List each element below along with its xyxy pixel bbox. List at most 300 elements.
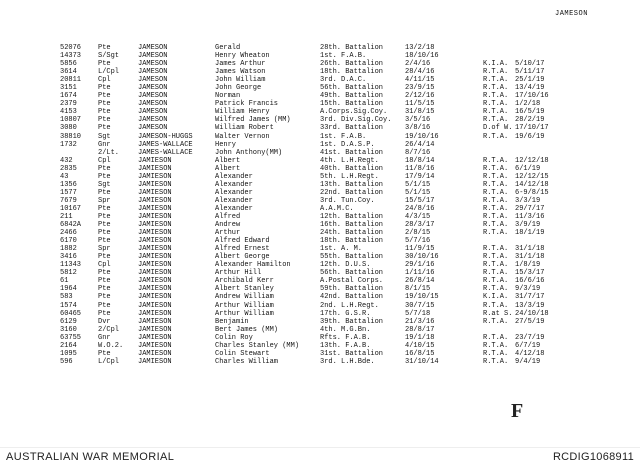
unit: 4th. M.G.Bn. (320, 325, 371, 334)
enlistment-date: 8/7/16 (405, 148, 431, 157)
service-number: 6129 (60, 317, 77, 326)
nominal-roll-table (0, 44, 640, 366)
unit: A.Postal Corps. (320, 277, 384, 286)
unit: 31st. Battalion (320, 349, 384, 358)
enlistment-date: 5/7/16 (405, 237, 431, 246)
surname: JAMIESON (138, 204, 172, 213)
fate-date: 4/12/18 (515, 349, 545, 358)
unit: 42nd. Battalion (320, 293, 384, 302)
fate: R.T.A. (483, 68, 509, 77)
surname: JAMESON (138, 100, 168, 109)
surname: JAMIESON (138, 309, 172, 318)
fate-date: 6/1/19 (515, 164, 541, 173)
service-number: 10167 (60, 204, 82, 213)
surname: JAMIESON (138, 245, 172, 254)
rank: Sgt (98, 132, 111, 141)
fate-date: 29/7/17 (515, 204, 545, 213)
fate-date: 13/4/19 (515, 84, 545, 93)
enlistment-date: 3/5/16 (405, 116, 431, 125)
unit: 40th. Battalion (320, 164, 384, 173)
table-row (0, 157, 640, 165)
fate: R.at S. (483, 309, 513, 318)
rank: S/Sgt (98, 52, 120, 61)
table-row (0, 350, 640, 358)
fate-date: 16/6/16 (515, 277, 545, 286)
unit: 55th. Battalion (320, 253, 384, 262)
service-number: 1574 (60, 301, 77, 310)
rank: 2/Lt. (98, 148, 120, 157)
fate-date: 18/1/19 (515, 229, 545, 238)
service-number: 1964 (60, 285, 77, 294)
rank: Pte (98, 237, 111, 246)
given-names: Charles William (215, 357, 279, 366)
service-number: 14373 (60, 52, 82, 61)
enlistment-date: 5/1/15 (405, 180, 431, 189)
fate-date: 1/8/19 (515, 261, 541, 270)
fate: R.T.A. (483, 301, 509, 310)
fate: R.T.A. (483, 76, 509, 85)
given-names: Charles Stanley (MM) (215, 341, 300, 350)
unit: 4th. L.H.Regt. (320, 156, 379, 165)
rank: Pte (98, 204, 111, 213)
rank: L/Cpl (98, 357, 120, 366)
table-row (0, 68, 640, 76)
given-names: Colin Roy (215, 333, 253, 342)
service-number: 211 (60, 212, 73, 221)
surname: JAMIESON (138, 277, 172, 286)
table-row (0, 173, 640, 181)
enlistment-date: 11/8/16 (405, 164, 435, 173)
enlistment-date: 2/12/16 (405, 92, 435, 101)
service-number: 1882 (60, 245, 77, 254)
surname: JAMIESON (138, 325, 172, 334)
rank: Spr (98, 196, 111, 205)
rank: Cpl (98, 76, 111, 85)
unit: 28th. Battalion (320, 44, 384, 52)
table-row (0, 261, 640, 269)
rank: Cpl (98, 261, 111, 270)
record-id: RCDIG1068911 (552, 451, 634, 463)
table-row (0, 52, 640, 60)
enlistment-date: 16/8/15 (405, 349, 435, 358)
table-row (0, 237, 640, 245)
table-row (0, 60, 640, 68)
fate-date: 11/3/16 (515, 212, 545, 221)
fate: R.T.A. (483, 92, 509, 101)
surname: JAMIESON (138, 188, 172, 197)
enlistment-date: 4/3/15 (405, 212, 431, 221)
rank: L/Cpl (98, 68, 120, 77)
given-names: James Watson (215, 68, 266, 77)
fate: K.I.A. (483, 60, 509, 69)
table-row (0, 205, 640, 213)
table-row (0, 189, 640, 197)
unit: 12th. Battalion (320, 212, 384, 221)
unit: 1st. F.A.B. (320, 132, 367, 141)
surname: JAMESON (138, 116, 168, 125)
enlistment-date: 5/1/15 (405, 188, 431, 197)
service-number: 2466 (60, 229, 77, 238)
fate-date: 24/10/18 (515, 309, 549, 318)
enlistment-date: 26/4/14 (405, 140, 435, 149)
service-number: 2164 (60, 341, 77, 350)
fate: R.T.A. (483, 100, 509, 109)
table-row (0, 149, 640, 157)
fate: R.T.A. (483, 341, 509, 350)
table-row (0, 165, 640, 173)
rank: Pte (98, 172, 111, 181)
given-names: Alexander Hamilton (215, 261, 291, 270)
table-row (0, 245, 640, 253)
rank: Pte (98, 60, 111, 69)
rank: Pte (98, 92, 111, 101)
surname: JAMES-WALLACE (138, 140, 193, 149)
table-row (0, 302, 640, 310)
table-row (0, 326, 640, 334)
given-names: Henry (215, 140, 237, 149)
rank: Gnr (98, 333, 111, 342)
rank: 2/Cpl (98, 325, 120, 334)
given-names: Alexander (215, 188, 253, 197)
enlistment-date: 18/8/14 (405, 156, 435, 165)
surname: JAMIESON (138, 221, 172, 230)
rank: Pte (98, 269, 111, 278)
given-names: Albert Stanley (215, 285, 274, 294)
enlistment-date: 30/7/15 (405, 301, 435, 310)
unit: 15th. Battalion (320, 100, 384, 109)
service-number: 43 (60, 172, 69, 181)
rank: Dvr (98, 317, 111, 326)
enlistment-date: 23/9/15 (405, 84, 435, 93)
fate: R.T.A. (483, 132, 509, 141)
enlistment-date: 15/5/17 (405, 196, 435, 205)
enlistment-date: 3/8/16 (405, 124, 431, 133)
surname: JAMIESON (138, 196, 172, 205)
fate: R.T.A. (483, 108, 509, 117)
surname: JAMESON (138, 44, 168, 52)
surname: JAMES-WALLACE (138, 148, 193, 157)
surname: JAMESON-HUGGS (138, 132, 193, 141)
service-number: 1577 (60, 188, 77, 197)
enlistment-date: 17/9/14 (405, 172, 435, 181)
enlistment-date: 2/8/15 (405, 229, 431, 238)
service-number: 2379 (60, 100, 77, 109)
rank: Sgt (98, 180, 111, 189)
unit: 2nd. L.H.Regt. (320, 301, 379, 310)
service-number: 52076 (60, 44, 82, 52)
given-names: William Robert (215, 124, 274, 133)
table-row (0, 293, 640, 301)
enlistment-date: 4/10/15 (405, 341, 435, 350)
unit: 24th. Battalion (320, 229, 384, 238)
fate-date: 6-9/8/15 (515, 188, 549, 197)
given-names: Benjamin (215, 317, 249, 326)
unit: 3rd. Tun.Coy. (320, 196, 375, 205)
unit: 33rd. Battalion (320, 124, 384, 133)
surname: JAMIESON (138, 293, 172, 302)
given-names: Henry Wheaton (215, 52, 270, 61)
given-names: Alexander (215, 204, 253, 213)
given-names: Arthur William (215, 309, 274, 318)
fate-date: 12/12/15 (515, 172, 549, 181)
service-number: 3160 (60, 325, 77, 334)
fate: K.I.A. (483, 293, 509, 302)
fate-date: 14/12/18 (515, 180, 549, 189)
unit: 13th. Battalion (320, 180, 384, 189)
unit: 1st. A. M. (320, 245, 363, 254)
given-names: Andrew (215, 221, 241, 230)
unit: 12th. D.U.S. (320, 261, 371, 270)
given-names: Patrick Francis (215, 100, 279, 109)
fate: R.T.A. (483, 285, 509, 294)
fate-date: 3/9/19 (515, 221, 541, 230)
rank: Pte (98, 349, 111, 358)
rank: Pte (98, 285, 111, 294)
service-number: 10807 (60, 116, 82, 125)
fate: R.T.A. (483, 180, 509, 189)
service-number: 11343 (60, 261, 82, 270)
given-names: Bert James (MM) (215, 325, 279, 334)
enlistment-date: 28/4/16 (405, 68, 435, 77)
given-names: Gerald (215, 44, 241, 52)
surname: JAMIESON (138, 349, 172, 358)
given-names: Alexander (215, 172, 253, 181)
fate-date: 13/3/19 (515, 301, 545, 310)
service-number: 1356 (60, 180, 77, 189)
unit: 13th. F.A.B. (320, 341, 371, 350)
surname-header: JAMESON (555, 10, 588, 18)
given-names: Albert George (215, 253, 270, 262)
handwritten-mark: F (511, 400, 524, 422)
enlistment-date: 4/11/15 (405, 76, 435, 85)
surname: JAMIESON (138, 317, 172, 326)
unit: 26th. Battalion (320, 60, 384, 69)
service-number: 1095 (60, 349, 77, 358)
unit: 18th. Battalion (320, 237, 384, 246)
enlistment-date: 24/8/16 (405, 204, 435, 213)
table-row (0, 358, 640, 366)
enlistment-date: 5/7/18 (405, 309, 431, 318)
fate-date: 12/12/18 (515, 156, 549, 165)
fate: D.of W. (483, 124, 513, 133)
table-row (0, 285, 640, 293)
fate-date: 1/2/18 (515, 100, 541, 109)
rank: Pte (98, 221, 111, 230)
surname: JAMIESON (138, 269, 172, 278)
unit: Rfts. F.A.B. (320, 333, 371, 342)
table-row (0, 133, 640, 141)
unit: 17th. G.S.R. (320, 309, 371, 318)
enlistment-date: 8/1/15 (405, 285, 431, 294)
fate-date: 5/10/17 (515, 60, 545, 69)
table-row (0, 310, 640, 318)
service-number: 3080 (60, 124, 77, 133)
service-number: 583 (60, 293, 73, 302)
surname: JAMIESON (138, 180, 172, 189)
service-number: 63755 (60, 333, 82, 342)
fate-date: 25/1/19 (515, 76, 545, 85)
surname: JAMIESON (138, 285, 172, 294)
table-row (0, 334, 640, 342)
given-names: Alexander (215, 196, 253, 205)
service-number: 60465 (60, 309, 82, 318)
enlistment-date: 2/4/16 (405, 60, 431, 69)
surname: JAMIESON (138, 333, 172, 342)
enlistment-date: 11/9/15 (405, 245, 435, 254)
enlistment-date: 26/8/14 (405, 277, 435, 286)
table-row (0, 318, 640, 326)
fate: R.T.A. (483, 172, 509, 181)
fate: R.T.A. (483, 164, 509, 173)
service-number: 1674 (60, 92, 77, 101)
fate: R.T.A. (483, 253, 509, 262)
enlistment-date: 21/3/16 (405, 317, 435, 326)
service-number: 6842A (60, 221, 82, 230)
rank: Pte (98, 229, 111, 238)
service-number: 20811 (60, 76, 82, 85)
fate: R.T.A. (483, 269, 509, 278)
fate-date: 19/6/19 (515, 132, 545, 141)
table-row (0, 181, 640, 189)
service-number: 38810 (60, 132, 82, 141)
unit: 3rd. L.H.Bde. (320, 357, 375, 366)
service-number: 3416 (60, 253, 77, 262)
rank: Pte (98, 44, 111, 52)
fate: R.T.A. (483, 84, 509, 93)
rank: Pte (98, 253, 111, 262)
enlistment-date: 29/1/16 (405, 261, 435, 270)
fate: R.T.A. (483, 333, 509, 342)
given-names: Norman (215, 92, 241, 101)
enlistment-date: 31/8/15 (405, 108, 435, 117)
fate-date: 28/2/19 (515, 116, 545, 125)
table-row (0, 84, 640, 92)
surname: JAMIESON (138, 164, 172, 173)
given-names: John William (215, 76, 266, 85)
given-names: William Henry (215, 108, 270, 117)
given-names: Colin Stewart (215, 349, 270, 358)
service-number: 6170 (60, 237, 77, 246)
table-row (0, 277, 640, 285)
given-names: John George (215, 84, 262, 93)
enlistment-date: 31/10/14 (405, 357, 439, 366)
service-number: 1732 (60, 140, 77, 149)
enlistment-date: 30/10/16 (405, 253, 439, 262)
given-names: Arthur William (215, 301, 274, 310)
surname: JAMIESON (138, 341, 172, 350)
unit: A.Corps.Sig.Coy. (320, 108, 388, 117)
unit: 56th. Battalion (320, 84, 384, 93)
unit: 5th. L.H.Regt. (320, 172, 379, 181)
fate: R.T.A. (483, 156, 509, 165)
surname: JAMIESON (138, 301, 172, 310)
enlistment-date: 11/5/15 (405, 100, 435, 109)
surname: JAMESON (138, 124, 168, 133)
given-names: Walter Vernon (215, 132, 270, 141)
service-number: 3151 (60, 84, 77, 93)
enlistment-date: 28/8/17 (405, 325, 435, 334)
given-names: Wilfred James (MM) (215, 116, 291, 125)
fate: R.T.A. (483, 245, 509, 254)
fate: R.T.A. (483, 261, 509, 270)
rank: Pte (98, 164, 111, 173)
surname: JAMESON (138, 92, 168, 101)
fate: R.T.A. (483, 357, 509, 366)
surname: JAMESON (138, 84, 168, 93)
table-row (0, 197, 640, 205)
given-names: Arthur (215, 229, 241, 238)
unit: 3rd. D.A.C. (320, 76, 367, 85)
surname: JAMIESON (138, 229, 172, 238)
service-number: 5812 (60, 269, 77, 278)
table-row (0, 76, 640, 84)
given-names: Arthur Hill (215, 269, 262, 278)
table-row (0, 213, 640, 221)
fate: R.T.A. (483, 204, 509, 213)
fate-date: 6/7/19 (515, 341, 541, 350)
rank: Pte (98, 124, 111, 133)
rank: Gnr (98, 140, 111, 149)
enlistment-date: 19/1/18 (405, 333, 435, 342)
fate: R.T.A. (483, 229, 509, 238)
given-names: Albert (215, 156, 241, 165)
rank: Pte (98, 277, 111, 286)
fate: R.T.A. (483, 349, 509, 358)
fate: R.T.A. (483, 221, 509, 230)
fate: R.T.A. (483, 277, 509, 286)
given-names: Alfred (215, 212, 241, 221)
fate-date: 5/11/17 (515, 68, 545, 77)
surname: JAMIESON (138, 261, 172, 270)
fate: R.T.A. (483, 188, 509, 197)
surname: JAMESON (138, 76, 168, 85)
unit: 41st. Battalion (320, 148, 384, 157)
fate-date: 17/10/17 (515, 124, 549, 133)
unit: 1st. D.A.S.P. (320, 140, 375, 149)
unit: 18th. Battalion (320, 68, 384, 77)
surname: JAMIESON (138, 237, 172, 246)
unit: 16th. Battalion (320, 221, 384, 230)
rank: Pte (98, 212, 111, 221)
unit: 3rd. Div.Sig.Coy. (320, 116, 392, 125)
given-names: John Anthony(MM) (215, 148, 283, 157)
unit: 59th. Battalion (320, 285, 384, 294)
table-row (0, 342, 640, 350)
given-names: James Arthur (215, 60, 266, 69)
surname: JAMESON (138, 60, 168, 69)
enlistment-date: 13/2/18 (405, 44, 435, 52)
unit: 39th. Battalion (320, 317, 384, 326)
surname: JAMESON (138, 68, 168, 77)
rank: W.O.2. (98, 341, 124, 350)
fate: R.T.A. (483, 317, 509, 326)
footer-bar (0, 447, 640, 467)
surname: JAMESON (138, 52, 168, 61)
unit: A.A.M.C. (320, 204, 354, 213)
fate-date: 23/7/19 (515, 333, 545, 342)
unit: 56th. Battalion (320, 269, 384, 278)
fate-date: 9/3/19 (515, 285, 541, 294)
institution-label: AUSTRALIAN WAR MEMORIAL (6, 451, 175, 463)
unit: 49th. Battalion (320, 92, 384, 101)
table-row (0, 269, 640, 277)
rank: Pte (98, 116, 111, 125)
table-row (0, 116, 640, 124)
enlistment-date: 19/10/15 (405, 293, 439, 302)
fate-date: 9/4/19 (515, 357, 541, 366)
service-number: 2835 (60, 164, 77, 173)
table-row (0, 229, 640, 237)
